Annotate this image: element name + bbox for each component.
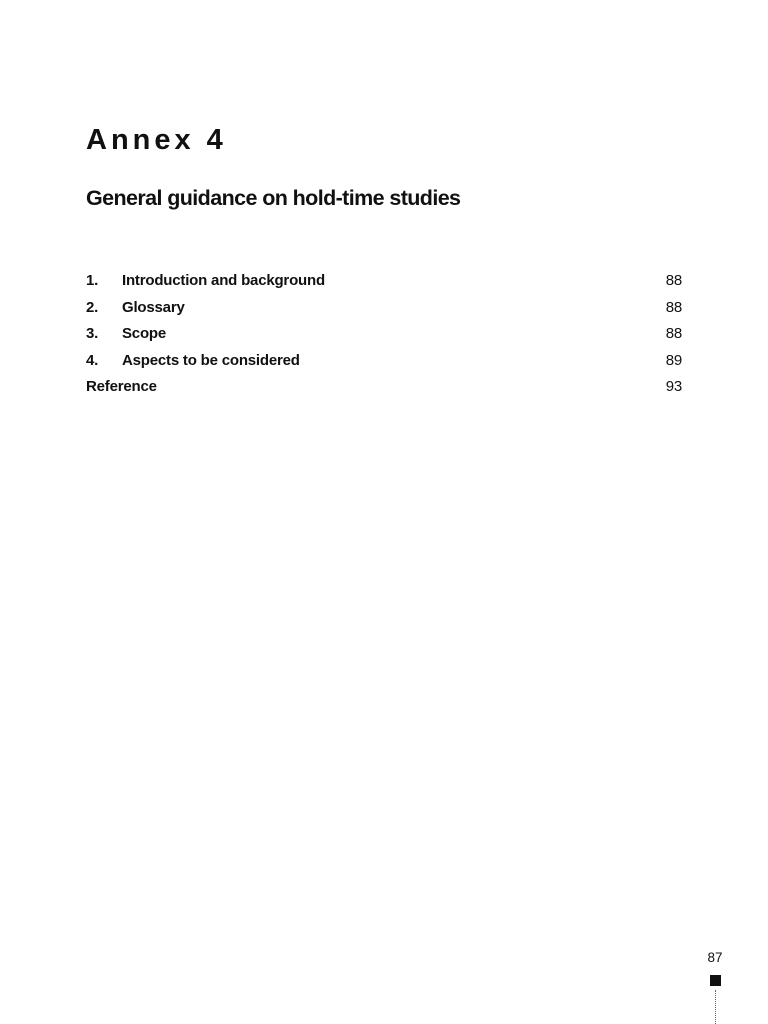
toc-entry-number: 2. [86,298,99,316]
toc-entry-aspects[interactable] [86,348,686,375]
table-of-contents [86,268,686,401]
document-subtitle: General guidance on hold-time studies [86,186,461,210]
toc-entry-number: 1. [86,272,99,289]
toc-entry-label: Introduction and background [122,272,325,289]
toc-entry-reference[interactable] [86,374,686,401]
toc-entry-page: 89 [665,351,682,369]
page-edge-dotted-line [715,990,716,1024]
toc-entry-scope[interactable] [86,321,686,348]
toc-entry-number: 4. [86,351,99,369]
annex-title: Annex 4 [86,124,227,156]
toc-entry-page: 93 [665,378,682,396]
page-marker-square-icon [710,975,721,986]
toc-entry-label: Scope [122,325,167,343]
toc-entry-glossary[interactable] [86,295,686,322]
toc-entry-label: Aspects to be considered [122,351,300,369]
toc-entry-introduction[interactable] [86,268,686,295]
toc-entry-number: 3. [86,325,99,343]
toc-entry-page: 88 [665,272,682,289]
toc-entry-label: Glossary [122,298,185,316]
toc-entry-page: 88 [665,298,682,316]
toc-entry-label: Reference [86,378,157,396]
toc-entry-page: 88 [665,325,682,343]
page-number: 87 [707,950,723,965]
